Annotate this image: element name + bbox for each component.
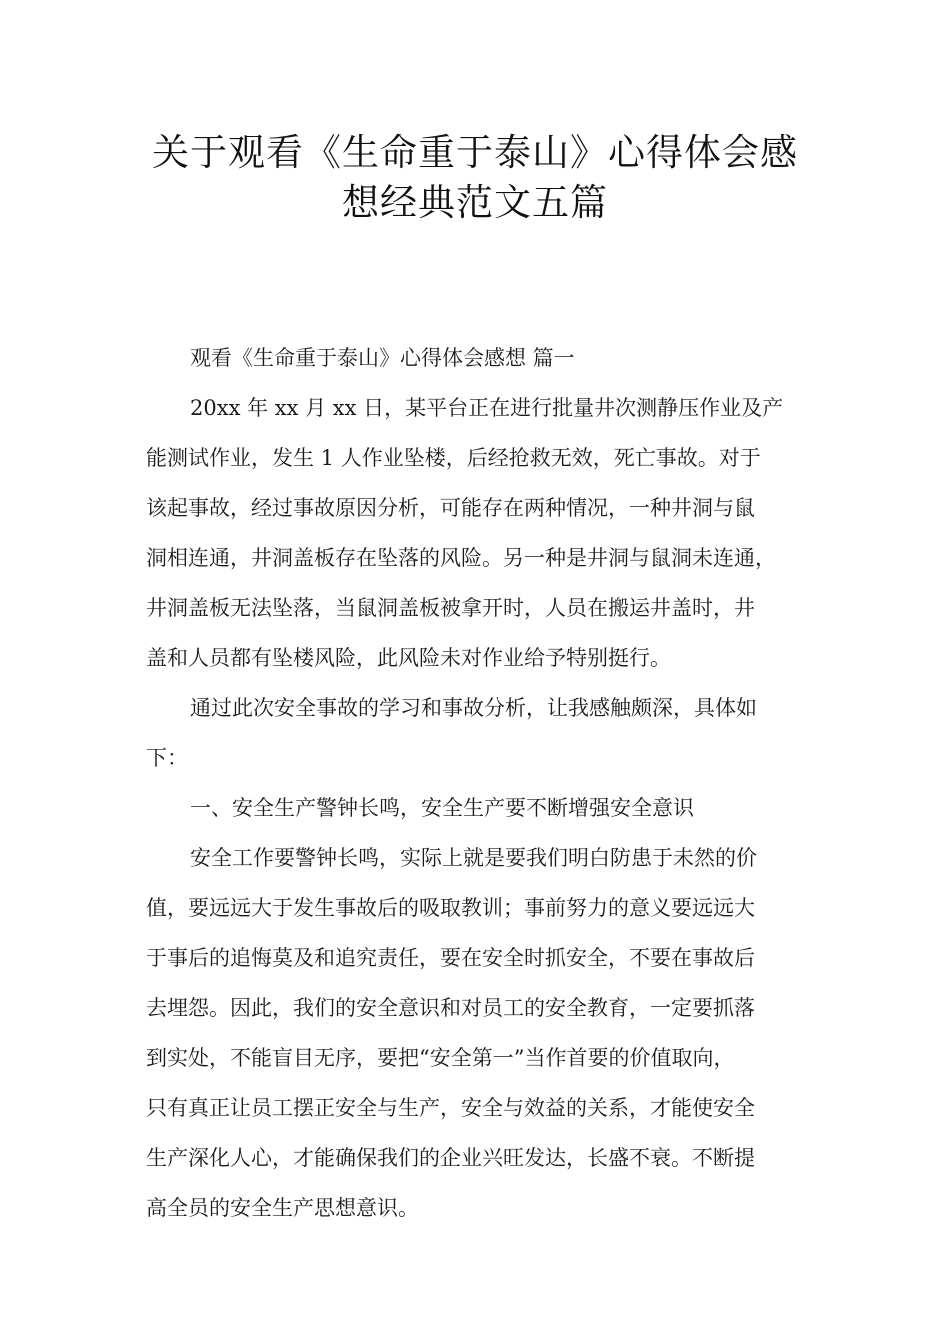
paragraph-1	[146, 383, 812, 683]
subheading-1: 一、安全生产警钟长鸣，安全生产要不断增强安全意识	[190, 796, 694, 820]
paragraph-3	[146, 833, 812, 1233]
paragraph-line: 到实处，不能盲目无序，要把“安全第一”当作首要的价值取向，	[146, 1046, 735, 1070]
paragraph-2	[146, 683, 812, 783]
paragraph-line: 井洞盖板无法坠落，当鼠洞盖板被拿开时，人员在搬运井盖时，井	[146, 596, 755, 620]
paragraph-line: 只有真正让员工摆正安全与生产，安全与效益的关系，才能使安全	[146, 1096, 755, 1120]
title-line-2: 想经典范文五篇	[342, 181, 608, 224]
paragraph-line: 于事后的追悔莫及和追究责任，要在安全时抓安全，不要在事故后	[146, 946, 755, 970]
document-body	[146, 333, 812, 1233]
paragraph-line: 洞相连通，井洞盖板存在坠落的风险。另一种是井洞与鼠洞未连通，	[146, 546, 776, 570]
paragraph-line: 20xx 年 xx 月 xx 日，某平台正在进行批量井次测静压作业及产	[190, 396, 784, 420]
paragraph-line: 值，要远远大于发生事故后的吸取教训；事前努力的意义要远远大	[146, 896, 755, 920]
page-title	[130, 128, 820, 228]
title-line-1: 关于观看《生命重于泰山》心得体会感	[152, 131, 798, 174]
paragraph-line: 下：	[146, 746, 188, 770]
paragraph-line: 能测试作业，发生 1 人作业坠楼，后经抢救无效，死亡事故。对于	[146, 446, 761, 470]
paragraph-line: 去埋怨。因此，我们的安全意识和对员工的安全教育，一定要抓落	[146, 996, 755, 1020]
paragraph-line: 盖和人员都有坠楼风险，此风险未对作业给予特别挺行。	[146, 646, 671, 670]
paragraph-line: 安全工作要警钟长鸣，实际上就是要我们明白防患于未然的价	[190, 846, 757, 870]
paragraph-line: 通过此次安全事故的学习和事故分析，让我感触颇深，具体如	[190, 696, 757, 720]
section-heading: 观看《生命重于泰山》心得体会感想 篇一	[190, 346, 575, 370]
paragraph-line: 生产深化人心，才能确保我们的企业兴旺发达，长盛不衰。不断提	[146, 1146, 755, 1170]
paragraph-line: 该起事故，经过事故原因分析，可能存在两种情况，一种井洞与鼠	[146, 496, 755, 520]
paragraph-line: 高全员的安全生产思想意识。	[146, 1196, 419, 1220]
